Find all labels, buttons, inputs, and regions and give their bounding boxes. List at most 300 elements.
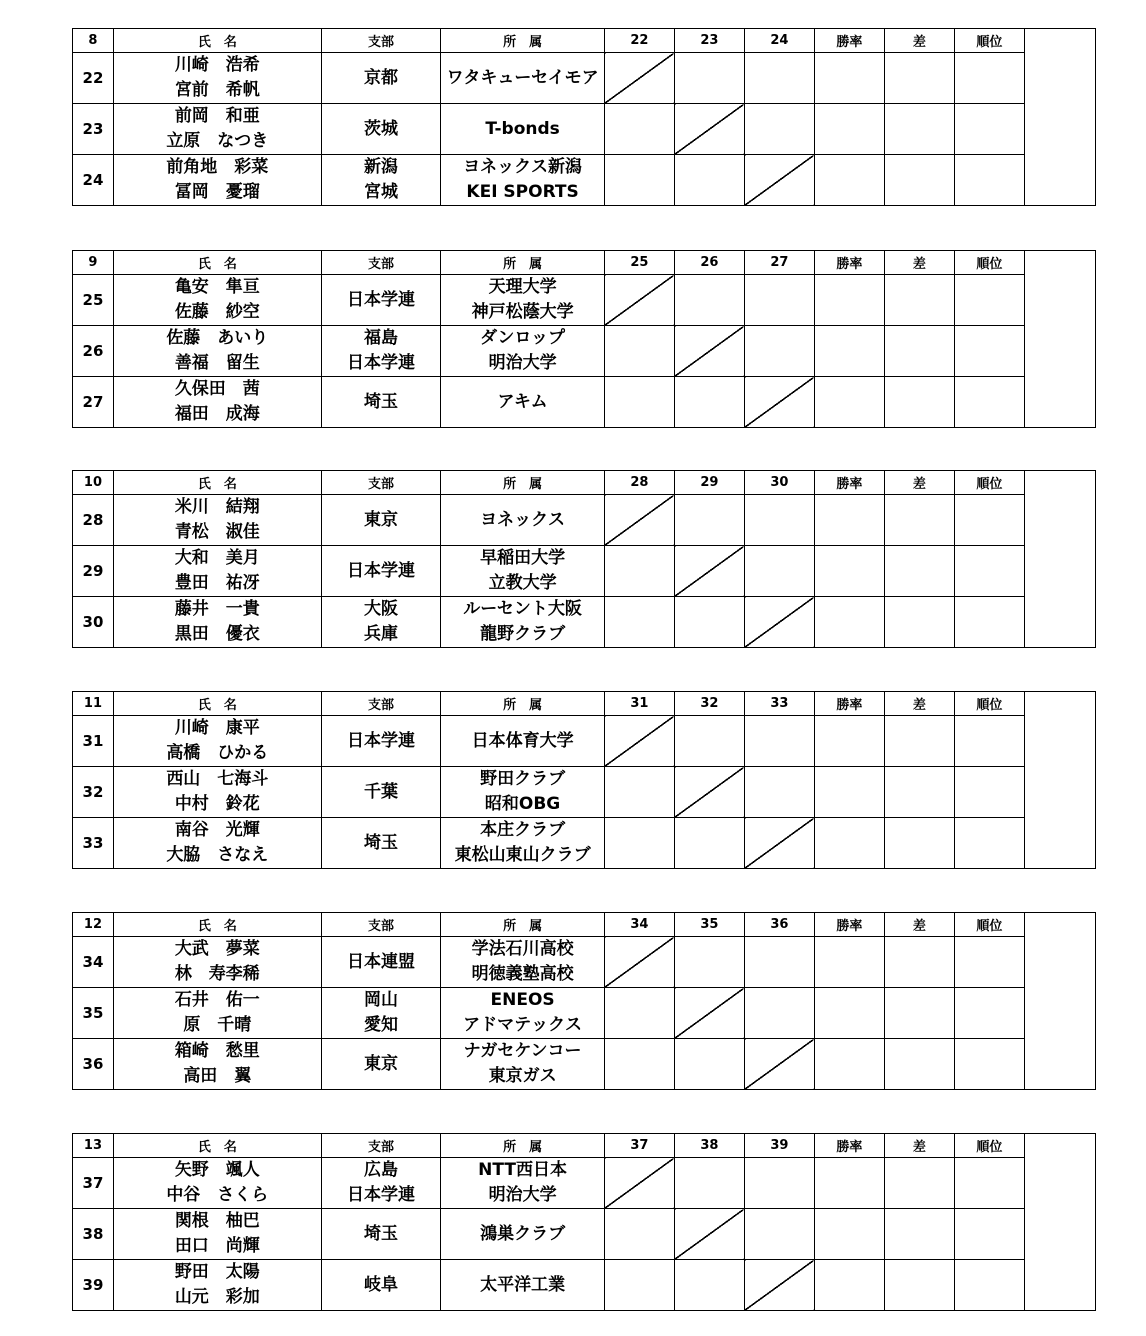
entry-number: 29	[73, 546, 114, 597]
table-row	[73, 1209, 1096, 1260]
header-diff: 差	[884, 471, 954, 495]
result-cell[interactable]	[674, 1039, 744, 1090]
league-table-group-3	[72, 691, 1096, 869]
table-row	[73, 1158, 1096, 1209]
header-branch: 支部	[321, 1134, 441, 1158]
rank-cell[interactable]	[954, 104, 1024, 155]
branch: 京都	[363, 67, 398, 88]
diff-cell[interactable]	[884, 988, 954, 1039]
affiliation-cell	[441, 1039, 605, 1090]
diff-cell[interactable]	[884, 495, 954, 546]
player-name: 川崎 康平	[174, 718, 260, 738]
entry-number: 32	[73, 767, 114, 818]
affiliation: ダンロップ	[480, 328, 565, 348]
win-rate-cell[interactable]	[814, 377, 884, 428]
branch-cell	[321, 597, 441, 648]
result-cell[interactable]	[604, 546, 674, 597]
rank-cell[interactable]	[954, 377, 1024, 428]
table-row	[73, 1260, 1096, 1311]
branch: 宮城	[363, 182, 398, 202]
header-name: 氏 名	[113, 913, 321, 937]
table-row	[73, 716, 1096, 767]
header-win-rate: 勝率	[814, 913, 884, 937]
win-rate-cell[interactable]	[814, 988, 884, 1039]
result-cell[interactable]	[744, 275, 814, 326]
win-rate-cell[interactable]	[814, 1260, 884, 1311]
header-branch: 支部	[321, 692, 441, 716]
rank-cell[interactable]	[954, 1260, 1024, 1311]
affiliation: NTT西日本	[478, 1160, 567, 1180]
branch-cell	[321, 326, 441, 377]
result-cell[interactable]	[674, 377, 744, 428]
diagonal-cell	[744, 597, 814, 648]
player-name: 石井 佑一	[174, 990, 260, 1010]
diagonal-cell	[674, 326, 744, 377]
player-name: 前角地 彩菜	[166, 157, 269, 177]
branch-cell	[321, 1158, 441, 1209]
header-match-col: 29	[674, 471, 744, 495]
result-cell[interactable]	[744, 53, 814, 104]
result-cell[interactable]	[674, 716, 744, 767]
rank-cell[interactable]	[954, 326, 1024, 377]
result-cell[interactable]	[744, 988, 814, 1039]
result-cell[interactable]	[604, 104, 674, 155]
diff-cell[interactable]	[884, 1260, 954, 1311]
player-name: 林 寿李稀	[174, 964, 260, 984]
header-rank: 順位	[954, 913, 1024, 937]
result-cell[interactable]	[604, 326, 674, 377]
result-cell[interactable]	[744, 716, 814, 767]
player-name: 大和 美月	[174, 548, 260, 568]
header-match-col: 26	[674, 251, 744, 275]
affiliation-cell	[441, 937, 605, 988]
header-match-col: 24	[744, 29, 814, 53]
header-diff: 差	[884, 251, 954, 275]
result-cell[interactable]	[604, 597, 674, 648]
result-cell[interactable]	[674, 275, 744, 326]
result-cell[interactable]	[674, 1260, 744, 1311]
diff-cell[interactable]	[884, 326, 954, 377]
table-row	[73, 275, 1096, 326]
branch-cell	[321, 495, 441, 546]
branch-cell	[321, 767, 441, 818]
diagonal-cell	[744, 377, 814, 428]
diff-cell[interactable]	[884, 104, 954, 155]
diagonal-cell	[674, 546, 744, 597]
player-name: 矢野 颯人	[174, 1160, 260, 1180]
branch: 日本学連	[346, 1185, 415, 1205]
branch-cell	[321, 275, 441, 326]
diagonal-cell	[674, 1209, 744, 1260]
player-name: 青松 淑佳	[174, 522, 260, 542]
branch-cell	[321, 818, 441, 869]
affiliation-cell	[441, 326, 605, 377]
affiliation: 立教大学	[488, 573, 557, 593]
win-rate-cell[interactable]	[814, 546, 884, 597]
result-cell[interactable]	[604, 767, 674, 818]
affiliation: アキム	[497, 391, 548, 412]
player-name-cell	[113, 937, 321, 988]
player-name: 南谷 光輝	[174, 820, 260, 840]
rank-cell[interactable]	[954, 155, 1024, 206]
affiliation: 早稲田大学	[480, 548, 566, 568]
header-name: 氏 名	[113, 29, 321, 53]
branch: 兵庫	[363, 624, 398, 644]
player-name: 西山 七海斗	[166, 769, 269, 789]
player-name-cell	[113, 275, 321, 326]
header-match-col: 22	[604, 29, 674, 53]
player-name: 中谷 さくら	[166, 1185, 269, 1205]
result-cell[interactable]	[744, 495, 814, 546]
affiliation-cell	[441, 155, 605, 206]
win-rate-cell[interactable]	[814, 716, 884, 767]
affiliation: 神戸松蔭大学	[471, 302, 574, 322]
branch-cell	[321, 104, 441, 155]
result-cell[interactable]	[674, 495, 744, 546]
diagonal-cell	[744, 818, 814, 869]
diagonal-cell	[674, 104, 744, 155]
header-affiliation: 所 属	[441, 29, 605, 53]
diff-cell[interactable]	[884, 546, 954, 597]
result-cell[interactable]	[744, 546, 814, 597]
player-name: 立原 なつき	[166, 131, 269, 151]
table-row	[73, 104, 1096, 155]
branch: 岡山	[363, 990, 398, 1010]
rank-cell[interactable]	[954, 716, 1024, 767]
player-name-cell	[113, 495, 321, 546]
affiliation-cell	[441, 377, 605, 428]
affiliation: ENEOS	[490, 990, 555, 1010]
header-diff: 差	[884, 1134, 954, 1158]
entry-number: 24	[73, 155, 114, 206]
affiliation: 日本体育大学	[471, 730, 574, 751]
player-name-cell	[113, 377, 321, 428]
header-win-rate: 勝率	[814, 692, 884, 716]
rank-cell[interactable]	[954, 1209, 1024, 1260]
affiliation-cell	[441, 275, 605, 326]
result-cell[interactable]	[674, 937, 744, 988]
branch: 広島	[363, 1160, 398, 1180]
entry-number: 36	[73, 1039, 114, 1090]
entry-number: 35	[73, 988, 114, 1039]
player-name: 田口 尚輝	[174, 1236, 260, 1256]
player-name-cell	[113, 1039, 321, 1090]
table-row	[73, 495, 1096, 546]
group-number: 10	[73, 471, 114, 495]
result-cell[interactable]	[674, 155, 744, 206]
win-rate-cell[interactable]	[814, 53, 884, 104]
win-rate-cell[interactable]	[814, 597, 884, 648]
header-match-col: 39	[744, 1134, 814, 1158]
win-rate-cell[interactable]	[814, 275, 884, 326]
affiliation-cell	[441, 104, 605, 155]
rank-cell[interactable]	[954, 767, 1024, 818]
header-row	[73, 29, 1096, 53]
header-affiliation: 所 属	[441, 251, 605, 275]
diagonal-cell	[604, 495, 674, 546]
result-cell[interactable]	[604, 1209, 674, 1260]
header-win-rate: 勝率	[814, 251, 884, 275]
player-name-cell	[113, 546, 321, 597]
diagonal-cell	[604, 716, 674, 767]
header-affiliation: 所 属	[441, 1134, 605, 1158]
result-cell[interactable]	[674, 597, 744, 648]
entry-number: 30	[73, 597, 114, 648]
rank-cell[interactable]	[954, 546, 1024, 597]
affiliation: ナガセケンコー	[463, 1041, 582, 1061]
rank-cell[interactable]	[954, 988, 1024, 1039]
header-row	[73, 471, 1096, 495]
header-name: 氏 名	[113, 1134, 321, 1158]
entry-number: 37	[73, 1158, 114, 1209]
diff-cell[interactable]	[884, 716, 954, 767]
player-name: 前岡 和亜	[174, 106, 260, 126]
header-branch: 支部	[321, 471, 441, 495]
group-number: 13	[73, 1134, 114, 1158]
diagonal-cell	[604, 275, 674, 326]
affiliation: 野田クラブ	[480, 769, 566, 789]
player-name-cell	[113, 1260, 321, 1311]
player-name-cell	[113, 597, 321, 648]
table-row	[73, 377, 1096, 428]
diff-cell[interactable]	[884, 597, 954, 648]
branch: 愛知	[363, 1015, 398, 1035]
header-match-col: 25	[604, 251, 674, 275]
player-name: 大武 夢菜	[174, 939, 260, 959]
result-cell[interactable]	[604, 818, 674, 869]
affiliation: 太平洋工業	[480, 1274, 566, 1295]
rank-cell[interactable]	[954, 53, 1024, 104]
player-name-cell	[113, 326, 321, 377]
diff-cell[interactable]	[884, 767, 954, 818]
header-match-col: 36	[744, 913, 814, 937]
result-cell[interactable]	[744, 767, 814, 818]
league-table-group-2	[72, 470, 1096, 648]
header-match-col: 28	[604, 471, 674, 495]
rank-cell[interactable]	[954, 937, 1024, 988]
entry-number: 22	[73, 53, 114, 104]
rank-cell[interactable]	[954, 1158, 1024, 1209]
branch: 東京	[363, 1053, 398, 1074]
player-name: 原 千晴	[183, 1015, 252, 1035]
win-rate-cell[interactable]	[814, 1209, 884, 1260]
affiliation: 学法石川高校	[471, 939, 574, 959]
player-name: 米川 結翔	[174, 497, 260, 517]
table-row	[73, 155, 1096, 206]
affiliation-cell	[441, 818, 605, 869]
branch: 東京	[363, 509, 398, 530]
diagonal-cell	[604, 1158, 674, 1209]
player-name: 川崎 浩希	[174, 55, 260, 75]
branch: 日本連盟	[346, 951, 415, 972]
header-match-col: 32	[674, 692, 744, 716]
player-name: 佐藤 あいり	[166, 328, 269, 348]
entry-number: 26	[73, 326, 114, 377]
header-affiliation: 所 属	[441, 471, 605, 495]
affiliation-cell	[441, 597, 605, 648]
player-name-cell	[113, 716, 321, 767]
win-rate-cell[interactable]	[814, 155, 884, 206]
table-row	[73, 767, 1096, 818]
player-name: 久保田 茜	[174, 379, 260, 399]
table-row	[73, 53, 1096, 104]
group-number: 8	[73, 29, 114, 53]
win-rate-cell[interactable]	[814, 818, 884, 869]
branch: 日本学連	[346, 730, 415, 751]
header-name: 氏 名	[113, 692, 321, 716]
diagonal-cell	[674, 988, 744, 1039]
affiliation: 東京ガス	[488, 1066, 557, 1086]
result-cell[interactable]	[744, 1158, 814, 1209]
player-name-cell	[113, 1209, 321, 1260]
result-cell[interactable]	[744, 1209, 814, 1260]
win-rate-cell[interactable]	[814, 1039, 884, 1090]
diagonal-cell	[604, 937, 674, 988]
header-affiliation: 所 属	[441, 913, 605, 937]
header-match-col: 27	[744, 251, 814, 275]
entry-number: 25	[73, 275, 114, 326]
diff-cell[interactable]	[884, 377, 954, 428]
player-name: 藤井 一貴	[174, 599, 260, 619]
win-rate-cell[interactable]	[814, 1158, 884, 1209]
result-cell[interactable]	[604, 377, 674, 428]
rank-cell[interactable]	[954, 495, 1024, 546]
player-name: 善福 留生	[174, 353, 260, 373]
league-table-group-0	[72, 28, 1096, 206]
rank-cell[interactable]	[954, 818, 1024, 869]
entry-number: 27	[73, 377, 114, 428]
diagonal-cell	[744, 1039, 814, 1090]
affiliation-cell	[441, 988, 605, 1039]
affiliation: 明治大学	[488, 353, 557, 373]
result-cell[interactable]	[604, 1039, 674, 1090]
player-name-cell	[113, 155, 321, 206]
affiliation: 本庄クラブ	[480, 820, 566, 840]
branch: 大阪	[363, 599, 398, 619]
player-name: 中村 鈴花	[174, 794, 260, 814]
affiliation-cell	[441, 546, 605, 597]
branch-cell	[321, 988, 441, 1039]
result-cell[interactable]	[674, 818, 744, 869]
affiliation: 鴻巣クラブ	[480, 1223, 566, 1244]
player-name: 高田 翼	[183, 1066, 252, 1086]
win-rate-cell[interactable]	[814, 495, 884, 546]
branch: 福島	[363, 328, 398, 348]
table-row	[73, 326, 1096, 377]
affiliation-cell	[441, 1260, 605, 1311]
result-cell[interactable]	[744, 326, 814, 377]
table-row	[73, 1039, 1096, 1090]
branch: 岐阜	[363, 1274, 398, 1295]
affiliation-cell	[441, 767, 605, 818]
diff-cell[interactable]	[884, 1209, 954, 1260]
affiliation-cell	[441, 1158, 605, 1209]
player-name: 黒田 優衣	[174, 624, 260, 644]
header-match-col: 35	[674, 913, 744, 937]
affiliation: 天理大学	[488, 277, 557, 297]
diff-cell[interactable]	[884, 937, 954, 988]
win-rate-cell[interactable]	[814, 767, 884, 818]
branch: 茨城	[363, 118, 398, 139]
result-cell[interactable]	[674, 53, 744, 104]
header-win-rate: 勝率	[814, 471, 884, 495]
diff-cell[interactable]	[884, 1039, 954, 1090]
diff-cell[interactable]	[884, 275, 954, 326]
league-table-group-1	[72, 250, 1096, 428]
rank-cell[interactable]	[954, 275, 1024, 326]
header-match-col: 33	[744, 692, 814, 716]
affiliation-cell	[441, 53, 605, 104]
branch-cell	[321, 155, 441, 206]
header-name: 氏 名	[113, 251, 321, 275]
rank-cell[interactable]	[954, 1039, 1024, 1090]
diff-cell[interactable]	[884, 53, 954, 104]
diagonal-cell	[744, 1260, 814, 1311]
win-rate-cell[interactable]	[814, 937, 884, 988]
diff-cell[interactable]	[884, 1158, 954, 1209]
diagonal-cell	[744, 155, 814, 206]
header-branch: 支部	[321, 29, 441, 53]
header-row	[73, 692, 1096, 716]
entry-number: 33	[73, 818, 114, 869]
affiliation: アドマテックス	[463, 1015, 582, 1035]
table-row	[73, 546, 1096, 597]
win-rate-cell[interactable]	[814, 104, 884, 155]
header-diff: 差	[884, 29, 954, 53]
affiliation: T-bonds	[485, 118, 560, 139]
player-name-cell	[113, 818, 321, 869]
affiliation-cell	[441, 716, 605, 767]
branch-cell	[321, 1260, 441, 1311]
result-cell[interactable]	[604, 988, 674, 1039]
win-rate-cell[interactable]	[814, 326, 884, 377]
player-name: 冨岡 憂瑠	[174, 182, 260, 202]
player-name-cell	[113, 1158, 321, 1209]
entry-number: 23	[73, 104, 114, 155]
group-number: 11	[73, 692, 114, 716]
entry-number: 31	[73, 716, 114, 767]
branch-cell	[321, 53, 441, 104]
affiliation: 昭和OBG	[484, 794, 561, 814]
result-cell[interactable]	[604, 1260, 674, 1311]
player-name: 野田 太陽	[174, 1262, 260, 1282]
affiliation: ルーセント大阪	[463, 599, 582, 619]
result-cell[interactable]	[744, 937, 814, 988]
header-name: 氏 名	[113, 471, 321, 495]
header-match-col: 31	[604, 692, 674, 716]
entry-number: 39	[73, 1260, 114, 1311]
header-row	[73, 1134, 1096, 1158]
table-row	[73, 818, 1096, 869]
header-row	[73, 251, 1096, 275]
rank-cell[interactable]	[954, 597, 1024, 648]
result-cell[interactable]	[604, 155, 674, 206]
header-row	[73, 913, 1096, 937]
affiliation: ヨネックス新潟	[463, 157, 582, 177]
entry-number: 38	[73, 1209, 114, 1260]
header-rank: 順位	[954, 251, 1024, 275]
result-cell[interactable]	[674, 1158, 744, 1209]
header-match-col: 34	[604, 913, 674, 937]
diff-cell[interactable]	[884, 818, 954, 869]
header-branch: 支部	[321, 913, 441, 937]
diff-cell[interactable]	[884, 155, 954, 206]
header-affiliation: 所 属	[441, 692, 605, 716]
branch-cell	[321, 1039, 441, 1090]
player-name: 高橋 ひかる	[166, 743, 269, 763]
result-cell[interactable]	[744, 104, 814, 155]
branch: 日本学連	[346, 560, 415, 581]
